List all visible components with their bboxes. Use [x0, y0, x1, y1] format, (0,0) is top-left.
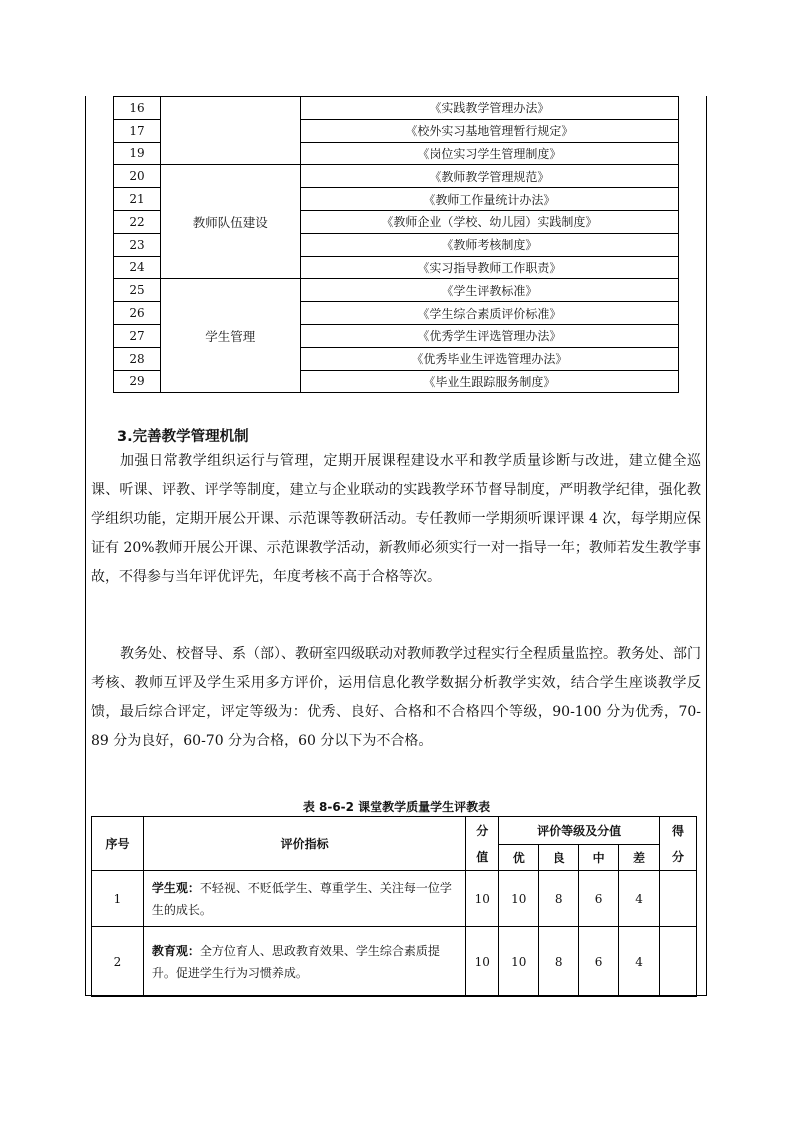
header-got [660, 817, 697, 871]
table-caption: 表 8-6-2 课堂教学质量学生评教表 [302, 800, 491, 814]
row-grade-good: 8 [539, 927, 579, 997]
document-name: 《岗位实习学生管理制度》 [300, 142, 678, 165]
paragraph-1: 加强日常教学组织运行与管理，定期开展课程建设水平和教学质量诊断与改进，建立健全巡课、听课、评教、评学等制度，建立与企业联动的实践教学环节督导制度，严明教学纪律，强化教学组织功能，定期开展公开课、示范课等教研活动。专任教师一学期须听课评课 4 次，每学期应保证有 20%教师开展公开课、示范课教学活动，新教师必须实行一对一指导一年；教师若发生教学事故，不得参与当年评优评先，年度考核不高于合格等次。 [91, 453, 701, 585]
row-number: 20 [114, 165, 161, 188]
document-name: 《教师教学管理规范》 [300, 165, 678, 188]
row-number: 21 [114, 188, 161, 211]
indicator-desc: 不轻视、不贬低学生、尊重学生、关注每一位学生的成长。 [151, 880, 452, 917]
header-row [92, 817, 697, 845]
row-got [660, 871, 697, 927]
row-number: 29 [114, 370, 161, 393]
document-name: 《优秀毕业生评选管理办法》 [300, 347, 678, 370]
header-indicator: 评价指标 [143, 817, 465, 871]
document-name: 《优秀学生评选管理办法》 [300, 324, 678, 347]
row-number: 22 [114, 210, 161, 233]
document-name: 《毕业生跟踪服务制度》 [300, 370, 678, 393]
row-grade-excellent: 10 [499, 871, 539, 927]
category-cell: 教师队伍建设 [160, 165, 300, 279]
indicator-title: 学生观： [151, 880, 200, 895]
header-grade-medium: 中 [579, 845, 619, 871]
header-grade-group: 评价等级及分值 [499, 817, 660, 845]
document-name: 《实习指导教师工作职责》 [300, 256, 678, 279]
header-score-bottom: 值 [476, 849, 489, 864]
table-row [92, 927, 697, 997]
header-score [466, 817, 499, 871]
row-got [660, 927, 697, 997]
row-number: 24 [114, 256, 161, 279]
document-name: 《学生评教标准》 [300, 279, 678, 302]
indicator-desc: 全方位育人、思政教育效果、学生综合素质提升。促进学生行为习惯养成。 [151, 943, 440, 980]
row-score: 10 [466, 927, 499, 997]
row-number: 27 [114, 324, 161, 347]
row-grade-medium: 6 [579, 927, 619, 997]
document-name: 《校外实习基地管理暂行规定》 [300, 119, 678, 142]
header-grade-excellent: 优 [499, 845, 539, 871]
row-seq: 2 [92, 927, 144, 997]
row-number: 25 [114, 279, 161, 302]
row-indicator [143, 927, 465, 997]
row-number: 16 [114, 97, 161, 120]
document-name: 《教师工作量统计办法》 [300, 188, 678, 211]
table-row [114, 165, 679, 188]
header-seq: 序号 [92, 817, 144, 871]
table-row [114, 97, 679, 120]
header-got-bottom: 分 [671, 849, 684, 864]
category-cell [160, 97, 300, 165]
row-indicator [143, 871, 465, 927]
header-grade-poor: 差 [619, 845, 660, 871]
paragraph-2: 教务处、校督导、系（部）、教研室四级联动对教师教学过程实行全程质量监控。教务处、部门考核、教师互评及学生采用多方评价，运用信息化教学数据分析教学实效，结合学生座谈教学反馈，最后综合评定，评定等级为：优秀、良好、合格和不合格四个等级，90-100 分为优秀，70-89 分为良好，60-70 分为合格，60 分以下为不合格。 [91, 646, 701, 749]
table-row [114, 279, 679, 302]
document-list-table [113, 96, 679, 393]
document-name: 《教师考核制度》 [300, 233, 678, 256]
row-grade-poor: 4 [619, 871, 660, 927]
row-number: 28 [114, 347, 161, 370]
document-name: 《学生综合素质评价标准》 [300, 302, 678, 325]
row-grade-poor: 4 [619, 927, 660, 997]
evaluation-table [91, 816, 697, 997]
row-grade-medium: 6 [579, 871, 619, 927]
header-grade-good: 良 [539, 845, 579, 871]
document-name: 《教师企业（学校、幼儿园）实践制度》 [300, 210, 678, 233]
row-grade-good: 8 [539, 871, 579, 927]
header-score-top: 分 [476, 823, 489, 838]
section-heading: 3.完善教学管理机制 [117, 429, 249, 445]
category-cell: 学生管理 [160, 279, 300, 393]
row-seq: 1 [92, 871, 144, 927]
row-number: 19 [114, 142, 161, 165]
row-grade-excellent: 10 [499, 927, 539, 997]
row-score: 10 [466, 871, 499, 927]
row-number: 17 [114, 119, 161, 142]
table-row [92, 871, 697, 927]
document-name: 《实践教学管理办法》 [300, 97, 678, 120]
row-number: 26 [114, 302, 161, 325]
row-number: 23 [114, 233, 161, 256]
indicator-title: 教育观： [151, 943, 200, 958]
header-got-top: 得 [671, 823, 684, 838]
